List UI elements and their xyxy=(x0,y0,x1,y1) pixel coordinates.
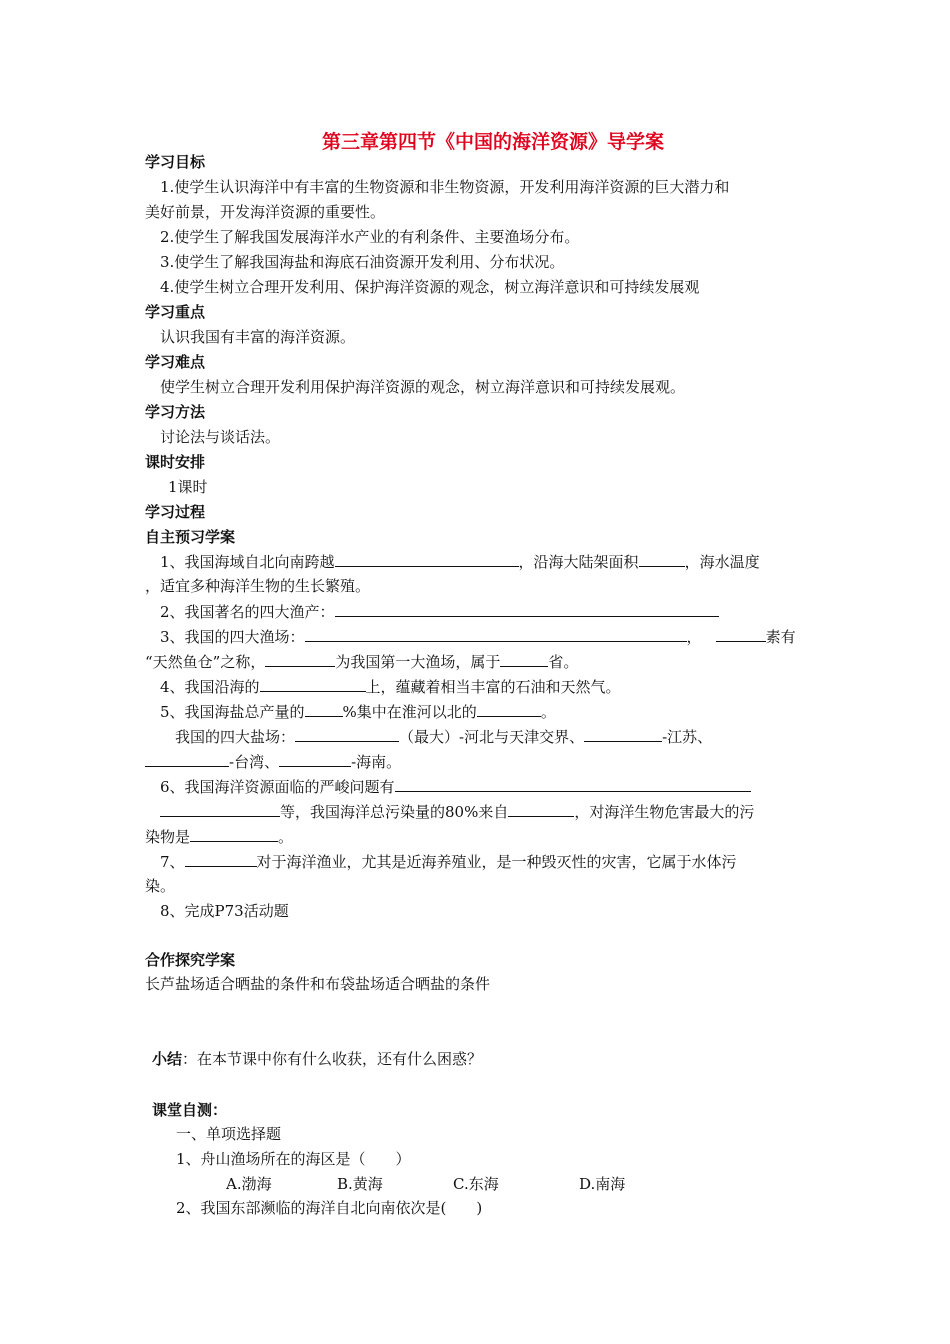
q7-blank[interactable] xyxy=(185,851,257,867)
question-5-salt-fields xyxy=(175,726,712,747)
q4-blank[interactable] xyxy=(260,676,366,692)
q3-text-f: 省。 xyxy=(548,653,579,671)
difficulties-text: 使学生树立合理开发利用保护海洋资源的观念，树立海洋意识和可持续发展观。 xyxy=(160,378,686,396)
q5-text-c: 。 xyxy=(540,703,556,721)
question-3-cont xyxy=(145,651,578,672)
summary-text: ：在本节课中你有什么收获，还有什么困惑？ xyxy=(182,1050,483,1068)
summary xyxy=(152,1049,482,1069)
self-test-q1: 1、舟山渔场所在的海区是（ ） xyxy=(176,1150,411,1168)
q3-blank-2[interactable] xyxy=(716,626,766,642)
q3-blank-3[interactable] xyxy=(265,651,335,667)
q5-text-f: -江苏、 xyxy=(662,728,713,746)
q7-text-b: 对于海洋渔业，尤其是近海养殖业，是一种毁灭性的灾害，它属于水体污 xyxy=(256,853,737,871)
q1-text-c: ，海水温度 xyxy=(684,553,760,571)
question-3 xyxy=(160,626,796,647)
objective-1-cont: 美好前景，开发海洋资源的重要性。 xyxy=(145,203,386,221)
q1-option-b[interactable]: B.黄海 xyxy=(337,1175,383,1193)
question-5 xyxy=(160,701,556,722)
schedule-heading: 课时安排 xyxy=(145,453,206,471)
methods-heading: 学习方法 xyxy=(145,403,206,421)
q5-text-b: %集中在淮河以北的 xyxy=(342,703,477,721)
q5-text-g: -台湾、 xyxy=(229,753,280,771)
q5-blank-4[interactable] xyxy=(584,726,662,742)
cooperation-heading: 合作探究学案 xyxy=(145,951,236,969)
question-6-cont-2 xyxy=(145,826,293,847)
q1-text-a: 1、我国海域自北向南跨越 xyxy=(160,553,335,571)
objective-3: 3.使学生了解我国海盐和海底石油资源开发利用、分布状况。 xyxy=(160,253,565,271)
q5-blank-6[interactable] xyxy=(279,751,351,767)
self-test-q2: 2、我国东部濒临的海洋自北向南依次是( ) xyxy=(176,1199,483,1217)
q3-blank-1[interactable] xyxy=(305,626,687,642)
objective-4: 4.使学生树立合理开发利用、保护海洋资源的观念，树立海洋意识和可持续发展观 xyxy=(160,278,700,296)
objectives-heading: 学习目标 xyxy=(145,153,206,171)
q5-blank-1[interactable] xyxy=(305,701,343,717)
q6-blank-1[interactable] xyxy=(395,776,751,792)
q2-text-a: 2、我国著名的四大渔产： xyxy=(160,603,335,621)
question-7 xyxy=(160,851,737,872)
q5-text-a: 5、我国海盐总产量的 xyxy=(160,703,305,721)
schedule-text: 1课时 xyxy=(168,478,208,496)
q1-option-c[interactable]: C.东海 xyxy=(453,1175,499,1193)
question-6 xyxy=(160,776,751,797)
q2-blank[interactable] xyxy=(335,601,719,617)
question-7-cont: 染。 xyxy=(145,877,176,895)
q6-text-b: 等，我国海洋总污染量的80%来自 xyxy=(280,803,509,821)
q1-blank-1[interactable] xyxy=(335,551,519,567)
process-heading: 学习过程 xyxy=(145,503,206,521)
question-2 xyxy=(160,601,719,622)
q3-blank-4[interactable] xyxy=(500,651,548,667)
key-points-text: 认识我国有丰富的海洋资源。 xyxy=(160,328,356,346)
q3-text-d: “天然鱼仓”之称， xyxy=(145,653,266,671)
q3-text-e: 为我国第一大渔场，属于 xyxy=(335,653,501,671)
summary-label: 小结 xyxy=(152,1050,183,1068)
q5-text-d: 我国的四大盐场： xyxy=(175,728,296,746)
q6-blank-3[interactable] xyxy=(508,801,574,817)
q4-text-b: 上，蕴藏着相当丰富的石油和天然气。 xyxy=(365,678,621,696)
q5-blank-3[interactable] xyxy=(295,726,399,742)
q6-text-a: 6、我国海洋资源面临的严峻问题有 xyxy=(160,778,395,796)
q4-text-a: 4、我国沿海的 xyxy=(160,678,260,696)
question-8: 8、完成P73活动题 xyxy=(160,902,289,920)
preview-heading: 自主预习学案 xyxy=(145,528,236,546)
self-test-section: 一、单项选择题 xyxy=(176,1125,282,1143)
q1-blank-2[interactable] xyxy=(639,551,685,567)
question-1 xyxy=(160,551,760,572)
q6-blank-4[interactable] xyxy=(190,826,278,842)
q6-text-c: ，对海洋生物危害最大的污 xyxy=(574,803,755,821)
q6-text-d: 染物是 xyxy=(145,828,191,846)
cooperation-text: 长芦盐场适合晒盐的条件和布袋盐场适合晒盐的条件 xyxy=(145,975,491,993)
question-5-salt-fields-cont xyxy=(145,751,401,772)
page-title: 第三章第四节《中国的海洋资源》导学案 xyxy=(322,131,665,153)
q5-blank-2[interactable] xyxy=(477,701,541,717)
question-6-cont xyxy=(160,801,754,822)
difficulties-heading: 学习难点 xyxy=(145,353,206,371)
q6-blank-2[interactable] xyxy=(160,801,280,817)
q5-text-e: （最大）-河北与天津交界、 xyxy=(399,728,585,746)
q5-blank-5[interactable] xyxy=(145,751,229,767)
q6-text-e: 。 xyxy=(278,828,294,846)
objective-1: 1.使学生认识海洋中有丰富的生物资源和非生物资源，开发利用海洋资源的巨大潜力和 xyxy=(160,178,730,196)
q1-option-d[interactable]: D.南海 xyxy=(579,1175,626,1193)
methods-text: 讨论法与谈话法。 xyxy=(160,428,281,446)
objective-2: 2.使学生了解我国发展海洋水产业的有利条件、主要渔场分布。 xyxy=(160,228,580,246)
key-points-heading: 学习重点 xyxy=(145,303,206,321)
q1-option-a[interactable]: A.渤海 xyxy=(226,1175,272,1193)
q3-text-c: 素有 xyxy=(765,628,796,646)
q5-text-h: -海南。 xyxy=(351,753,402,771)
q1-text-b: ，沿海大陆架面积 xyxy=(518,553,639,571)
question-1-cont: ，适宜多种海洋生物的生长繁殖。 xyxy=(145,577,371,595)
q7-text-a: 7、 xyxy=(160,853,185,871)
self-test-heading: 课堂自测： xyxy=(152,1101,228,1119)
question-4 xyxy=(160,676,621,697)
q3-text-a: 3、我国的四大渔场： xyxy=(160,628,305,646)
q3-text-b: ， xyxy=(686,628,702,646)
